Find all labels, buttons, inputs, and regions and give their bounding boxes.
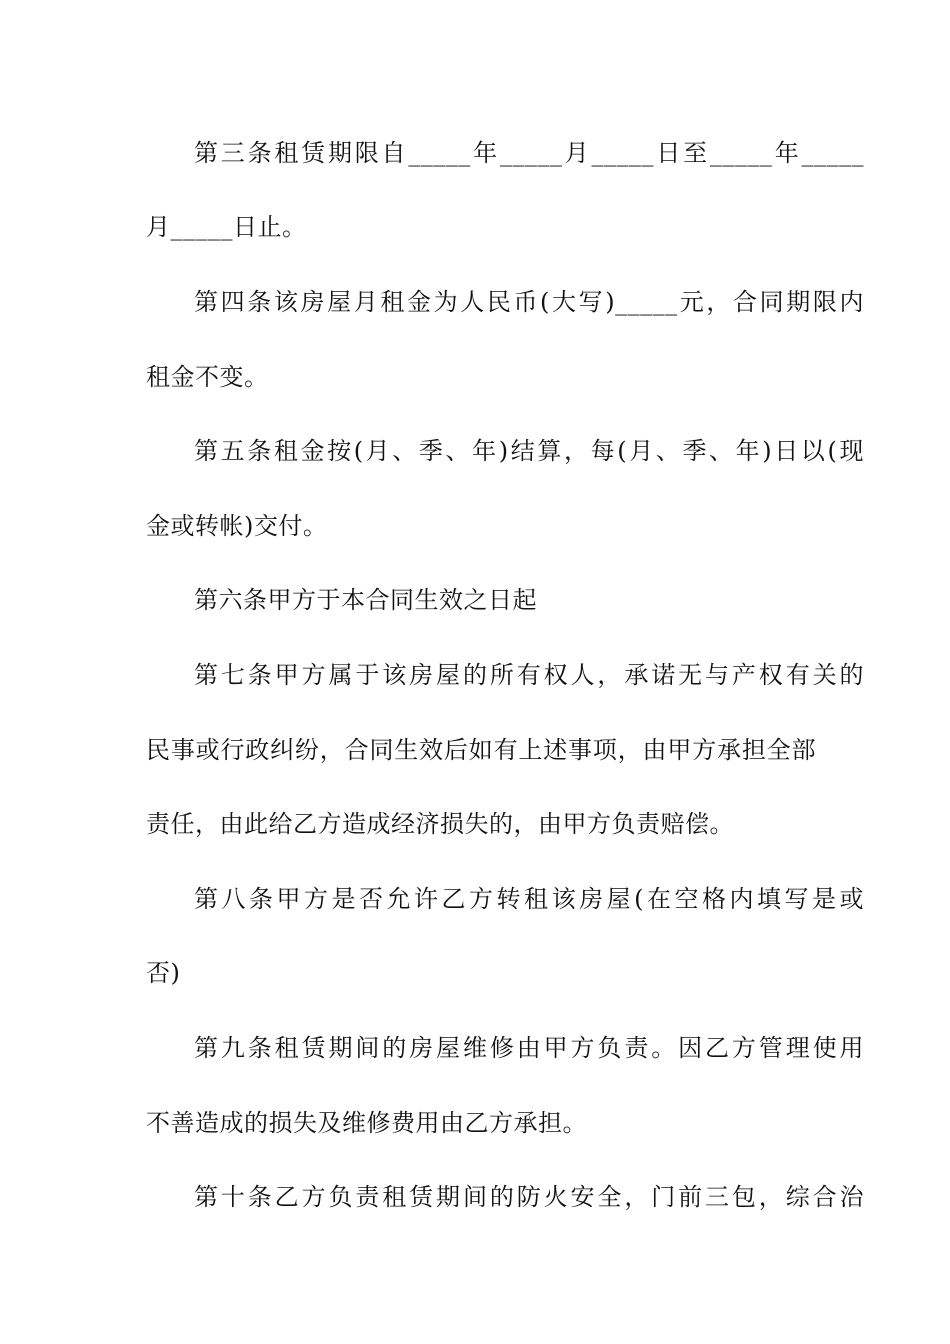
clause-3-line-1: 第三条租赁期限自_____年_____月_____日至_____年_____ (194, 139, 864, 167)
clause-9-line-2: 不善造成的损失及维修费用由乙方承担。 (146, 1109, 587, 1137)
clause-4-line-2: 租金不变。 (146, 363, 269, 391)
clause-8-line-2: 否) (146, 959, 181, 987)
clause-7-line-3: 责任，由此给乙方造成经济损失的，由甲方负责赔偿。 (146, 810, 734, 838)
clause-10-line-1: 第十条乙方负责租赁期间的防火安全，门前三包，综合治 (194, 1183, 864, 1211)
clause-5-line-2: 金或转帐)交付。 (146, 512, 328, 540)
clause-4-line-1: 第四条该房屋月租金为人民币(大写)_____元，合同期限内 (194, 288, 864, 316)
clause-9-line-1: 第九条租赁期间的房屋维修由甲方负责。因乙方管理使用 (194, 1034, 864, 1062)
clause-6-line-1: 第六条甲方于本合同生效之日起 (194, 586, 537, 614)
clause-5-line-1: 第五条租金按(月、季、年)结算，每(月、季、年)日以(现 (194, 437, 864, 465)
clause-7-line-2: 民事或行政纠纷，合同生效后如有上述事项，由甲方承担全部 (146, 736, 816, 764)
clause-8-line-1: 第八条甲方是否允许乙方转租该房屋(在空格内填写是或 (194, 885, 864, 913)
clause-3-line-2: 月_____日止。 (146, 213, 307, 241)
clause-7-line-1: 第七条甲方属于该房屋的所有权人，承诺无与产权有关的 (194, 661, 864, 689)
